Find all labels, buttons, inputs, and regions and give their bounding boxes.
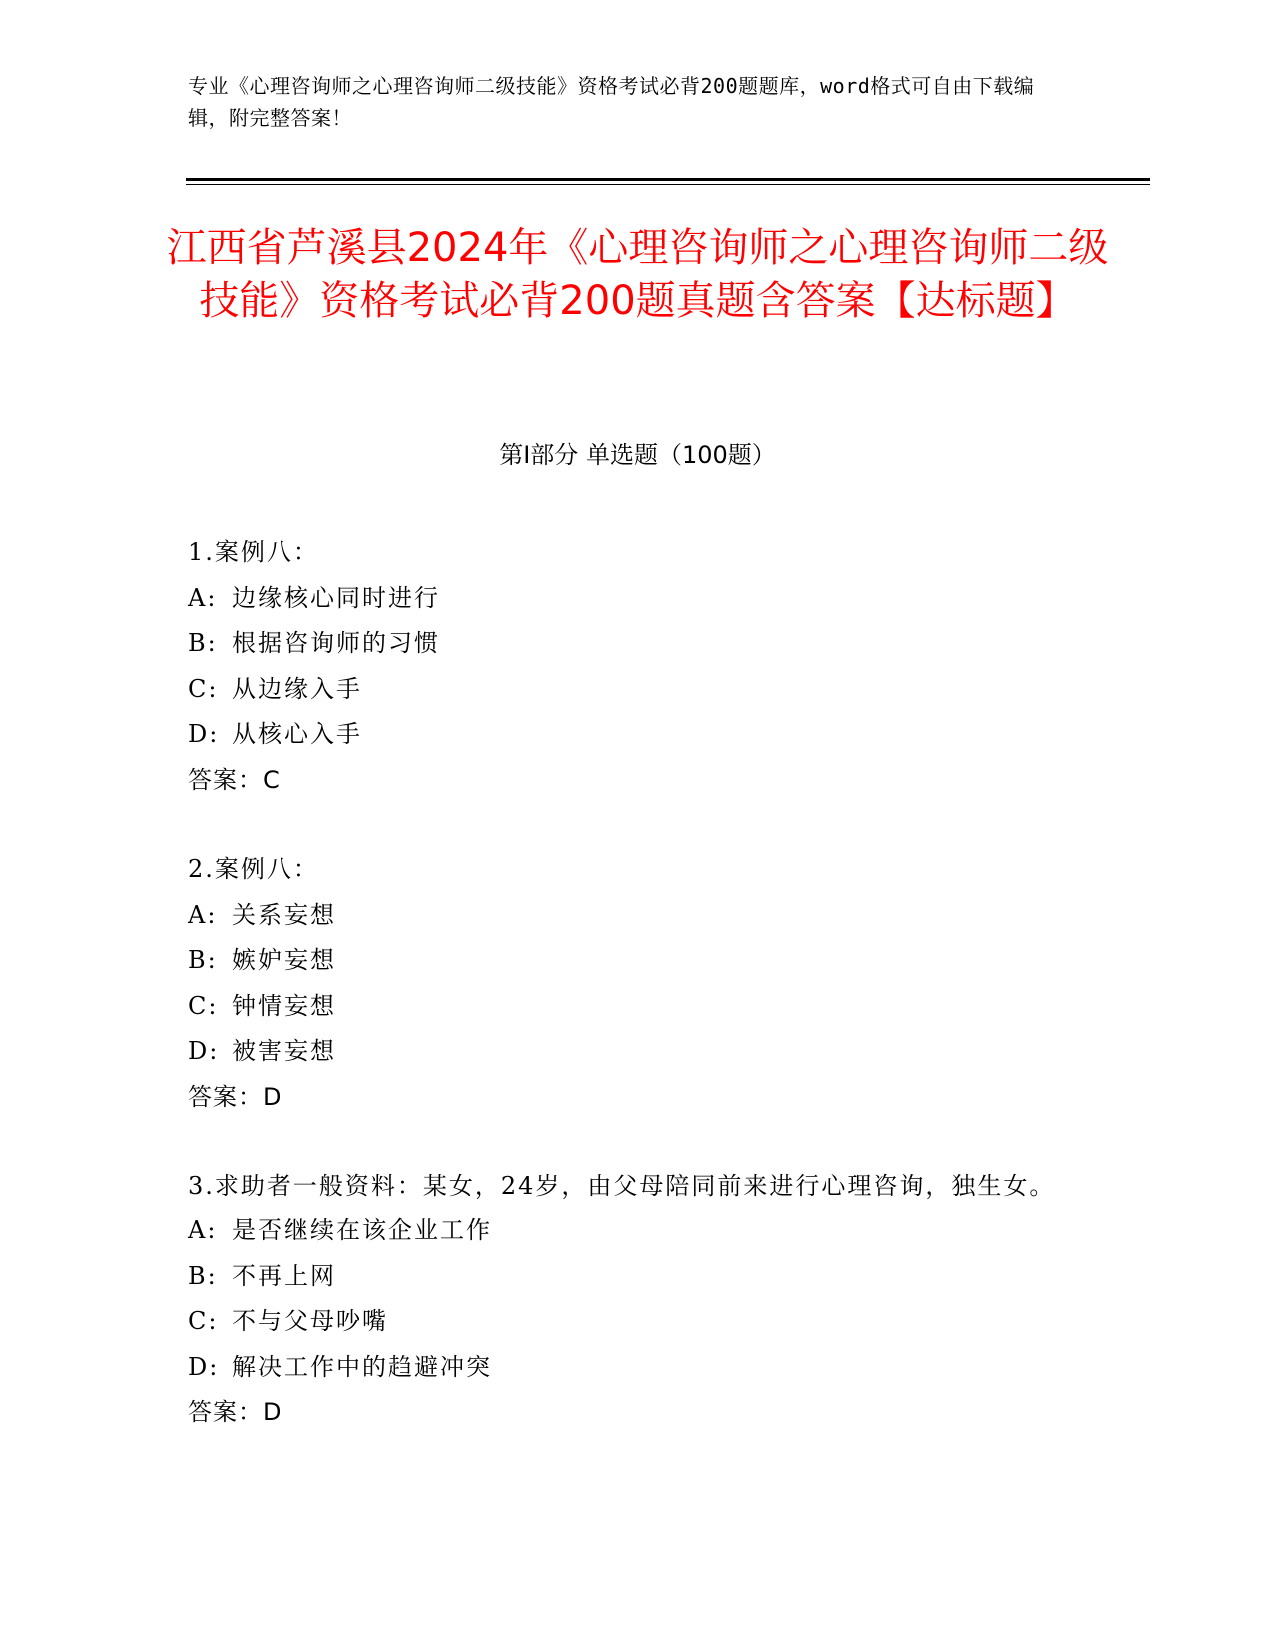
- option-letter: A:: [188, 583, 218, 612]
- option-text: 边缘核心同时进行: [232, 583, 440, 612]
- option-letter: C:: [188, 991, 219, 1020]
- option-letter: C:: [188, 1307, 219, 1335]
- option-a: [188, 576, 1068, 622]
- option-b: [188, 1254, 1068, 1300]
- question-stem: 1.案例八：: [188, 538, 319, 566]
- question-list: [188, 530, 1068, 1480]
- answer-line: 答案：C: [188, 765, 281, 794]
- option-d: [188, 1345, 1068, 1391]
- header-note: 专业《心理咨询师之心理咨询师二级技能》资格考试必背200题题库，word格式可自由下载编辑，附完整答案！: [188, 74, 1035, 130]
- option-a: [188, 1208, 1068, 1254]
- answer-line: 答案：D: [188, 1082, 283, 1111]
- option-letter: A:: [188, 1216, 218, 1244]
- option-text: 根据咨询师的习惯: [232, 629, 440, 657]
- answer-line: 答案：D: [188, 1398, 283, 1426]
- option-text: 嫉妒妄想: [232, 946, 336, 974]
- option-text: 不再上网: [232, 1261, 336, 1290]
- header-divider-thick: [186, 178, 1150, 181]
- option-d: [188, 712, 1068, 758]
- option-letter: C:: [188, 674, 219, 703]
- option-b: [188, 621, 1068, 667]
- option-letter: B:: [188, 946, 218, 974]
- option-a: [188, 893, 1068, 939]
- option-letter: B:: [188, 629, 218, 657]
- option-d: [188, 1029, 1068, 1075]
- question-2: [188, 847, 1068, 1120]
- option-c: [188, 667, 1068, 713]
- option-text: 解决工作中的趋避冲突: [232, 1352, 492, 1381]
- document-title: 江西省芦溪县2024年《心理咨询师之心理咨询师二级技能》资格考试必背200题真题含答案【达标题】: [166, 225, 1109, 324]
- option-text: 关系妄想: [232, 900, 336, 929]
- option-text: 不与父母吵嘴: [232, 1307, 388, 1335]
- question-stem: 3.求助者一般资料：某女，24岁，由父母陪同前来进行心理咨询，独生女。: [188, 1172, 1056, 1200]
- option-b: [188, 938, 1068, 984]
- question-1: [188, 530, 1068, 803]
- option-text: 从边缘入手: [232, 674, 362, 703]
- header-divider-thin: [186, 184, 1150, 185]
- option-c: [188, 984, 1068, 1030]
- option-c: [188, 1299, 1068, 1345]
- option-letter: B:: [188, 1261, 218, 1290]
- option-letter: A:: [188, 900, 218, 929]
- option-text: 钟情妄想: [232, 991, 336, 1020]
- section-heading: 第Ⅰ部分 单选题（100题）: [499, 441, 776, 469]
- question-3: [188, 1164, 1068, 1436]
- option-text: 被害妄想: [232, 1037, 336, 1065]
- option-letter: D:: [188, 720, 220, 748]
- option-text: 从核心入手: [232, 720, 362, 748]
- question-stem: 2.案例八：: [188, 855, 319, 883]
- option-letter: D:: [188, 1037, 220, 1065]
- option-text: 是否继续在该企业工作: [232, 1216, 492, 1244]
- option-letter: D:: [188, 1352, 220, 1381]
